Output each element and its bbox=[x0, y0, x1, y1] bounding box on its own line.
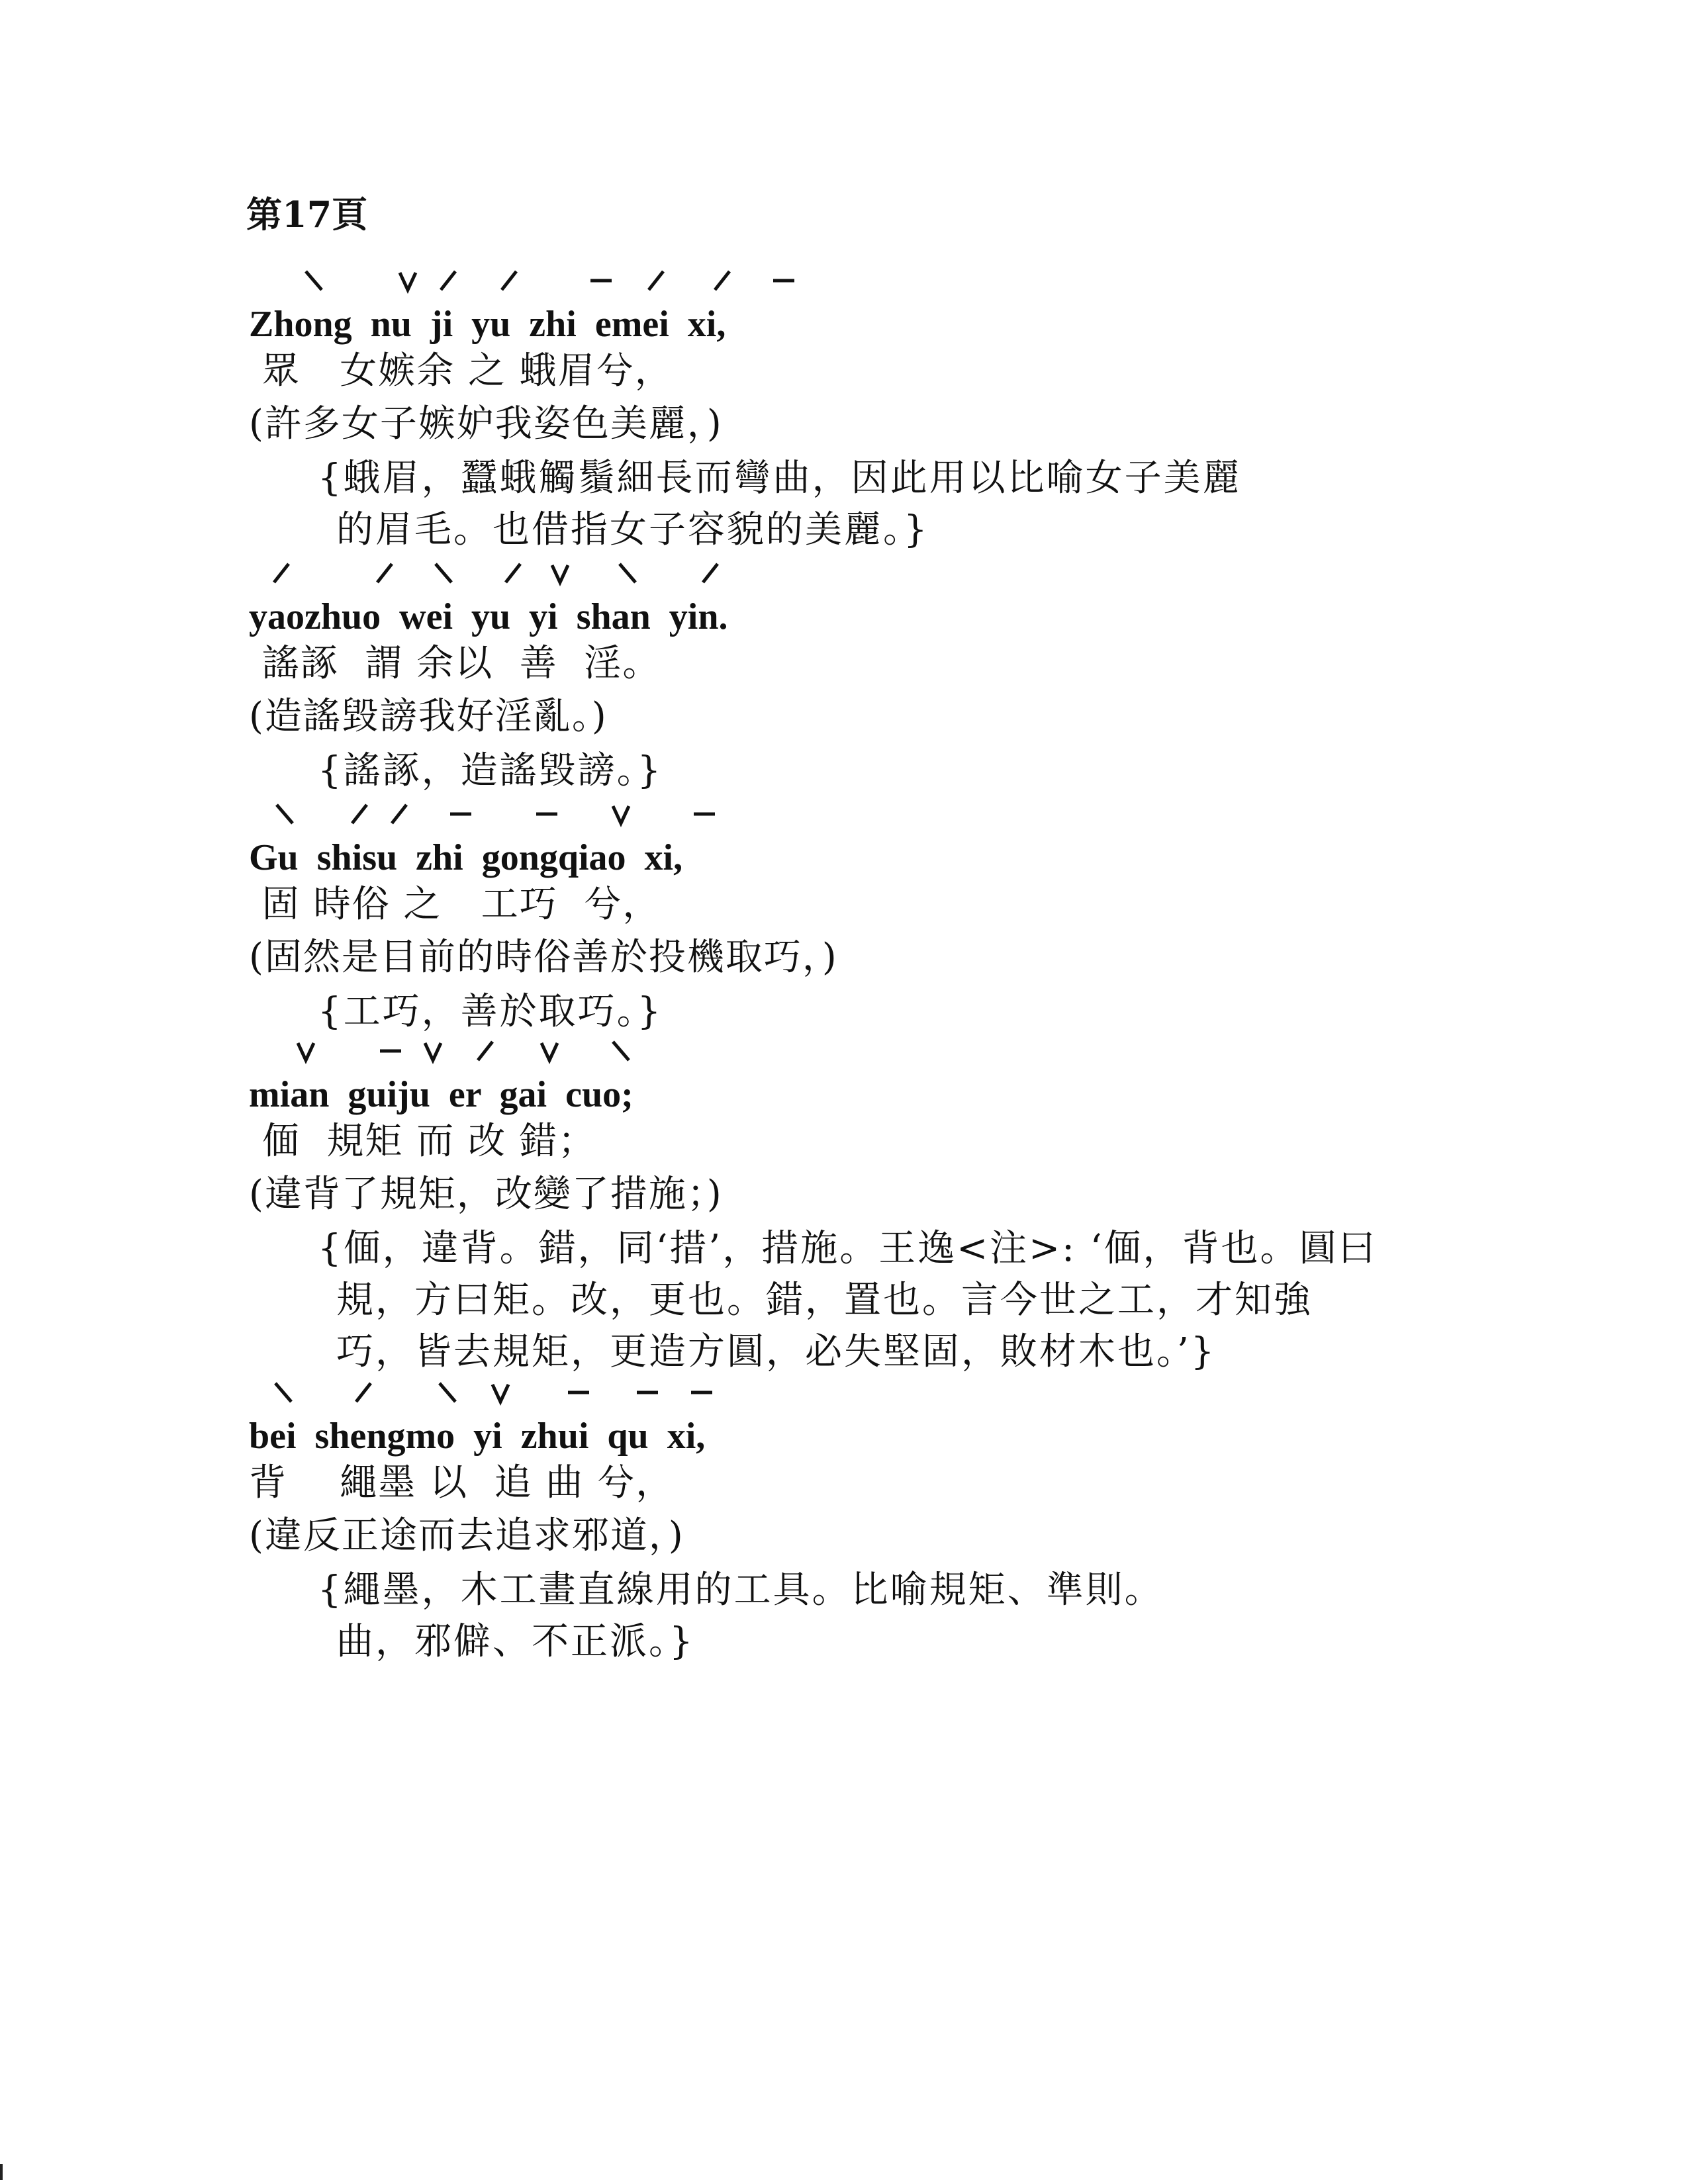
dipping-tone-mark-icon bbox=[421, 1035, 445, 1067]
pinyin-line: Gu shisu zhi gongqiao xi, bbox=[249, 837, 683, 878]
chinese-verse-line: 背 繩墨 以 追 曲 兮， bbox=[249, 1461, 675, 1504]
translation-line: (造謠毀謗我好淫亂。) bbox=[249, 695, 608, 738]
annotation bbox=[249, 1565, 1507, 1668]
tone-marks bbox=[249, 1377, 1507, 1415]
chinese-verse-line: 眾 女嫉余 之 蛾眉兮， bbox=[249, 349, 673, 392]
rising-tone-mark-icon bbox=[698, 557, 722, 589]
rising-tone-mark-icon bbox=[269, 557, 293, 589]
falling-tone-mark-icon bbox=[271, 1377, 295, 1408]
pinyin-line: mian guiju er gai cuo; bbox=[249, 1074, 633, 1115]
chinese-verse-line: 固 時俗 之 工巧 兮， bbox=[249, 883, 661, 926]
rising-tone-mark-icon bbox=[643, 265, 667, 296]
annotation-line: {工巧，善於取巧。} bbox=[318, 990, 663, 1033]
falling-tone-mark-icon bbox=[616, 557, 639, 589]
rising-tone-mark-icon bbox=[473, 1035, 496, 1067]
chinese-verse-line: 謠諑 謂 余以 善 淫。 bbox=[249, 642, 661, 685]
level-tone-mark-icon bbox=[379, 1035, 402, 1067]
annotation bbox=[249, 1223, 1507, 1378]
falling-tone-mark-icon bbox=[273, 798, 297, 830]
annotation-line: 巧，皆去規矩，更造方圓，必失堅固，敗材木也。’} bbox=[336, 1330, 1217, 1373]
tone-marks bbox=[249, 265, 1507, 303]
dipping-tone-mark-icon bbox=[609, 798, 633, 830]
rising-tone-mark-icon bbox=[436, 265, 459, 296]
scan-edge-mark bbox=[0, 2164, 3, 2180]
falling-tone-mark-icon bbox=[609, 1035, 633, 1067]
level-tone-mark-icon bbox=[449, 798, 473, 830]
annotation bbox=[249, 745, 1507, 797]
page-number: 第17頁 bbox=[246, 193, 368, 236]
annotation bbox=[249, 986, 1507, 1038]
annotation-line: {偭，違背。錯，同‘措’，措施。王逸<注>: ‘偭，背也。圓曰 bbox=[318, 1227, 1378, 1270]
stanza-5 bbox=[249, 1377, 1507, 1668]
annotation-line: 曲，邪僻、不正派。} bbox=[336, 1620, 695, 1663]
annotation-line: 的眉毛。也借指女子容貌的美麗。} bbox=[336, 508, 929, 551]
level-tone-mark-icon bbox=[567, 1377, 590, 1408]
pinyin-line: bei shengmo yi zhui qu xi, bbox=[249, 1416, 706, 1457]
tone-marks bbox=[249, 557, 1507, 596]
translation-line: (違背了規矩，改變了措施；) bbox=[249, 1173, 723, 1216]
falling-tone-mark-icon bbox=[302, 265, 326, 296]
rising-tone-mark-icon bbox=[372, 557, 396, 589]
pinyin-line: Zhong nu ji yu zhi emei xi, bbox=[249, 304, 726, 345]
level-tone-mark-icon bbox=[692, 798, 716, 830]
chinese-verse-line: 偭 規矩 而 改 錯； bbox=[249, 1120, 596, 1163]
rising-tone-mark-icon bbox=[387, 798, 410, 830]
level-tone-mark-icon bbox=[772, 265, 796, 296]
dipping-tone-mark-icon bbox=[489, 1377, 512, 1408]
rising-tone-mark-icon bbox=[347, 798, 371, 830]
level-tone-mark-icon bbox=[635, 1377, 659, 1408]
stanza-3 bbox=[249, 798, 1507, 1038]
annotation bbox=[249, 453, 1507, 556]
rising-tone-mark-icon bbox=[500, 557, 524, 589]
annotation-line: {繩墨，木工畫直線用的工具。比喻規矩、準則。 bbox=[318, 1569, 1164, 1612]
falling-tone-mark-icon bbox=[432, 557, 455, 589]
pinyin-line: yaozhuo wei yu yi shan yin. bbox=[249, 596, 728, 637]
rising-tone-mark-icon bbox=[496, 265, 520, 296]
dipping-tone-mark-icon bbox=[294, 1035, 318, 1067]
dipping-tone-mark-icon bbox=[538, 1035, 561, 1067]
level-tone-mark-icon bbox=[690, 1377, 714, 1408]
annotation-line: {蛾眉，蠶蛾觸鬚細長而彎曲，因此用以比喻女子美麗 bbox=[318, 457, 1242, 500]
annotation-line: {謠諑，造謠毀謗。} bbox=[318, 749, 663, 792]
tone-marks bbox=[249, 798, 1507, 837]
translation-line: (違反正途而去追求邪道，) bbox=[249, 1514, 684, 1557]
level-tone-mark-icon bbox=[535, 798, 559, 830]
stanza-4 bbox=[249, 1035, 1507, 1378]
dipping-tone-mark-icon bbox=[396, 265, 420, 296]
tone-marks bbox=[249, 1035, 1507, 1073]
translation-line: (許多女子嫉妒我姿色美麗，) bbox=[249, 402, 723, 445]
level-tone-mark-icon bbox=[589, 265, 613, 296]
rising-tone-mark-icon bbox=[710, 265, 733, 296]
stanza-1 bbox=[249, 265, 1507, 556]
dipping-tone-mark-icon bbox=[548, 557, 572, 589]
translation-line: (固然是目前的時俗善於投機取巧，) bbox=[249, 936, 838, 979]
stanza-2 bbox=[249, 557, 1507, 797]
rising-tone-mark-icon bbox=[351, 1377, 375, 1408]
falling-tone-mark-icon bbox=[436, 1377, 459, 1408]
annotation-line: 規，方曰矩。改，更也。錯，置也。言今世之工，才知強 bbox=[336, 1279, 1313, 1322]
